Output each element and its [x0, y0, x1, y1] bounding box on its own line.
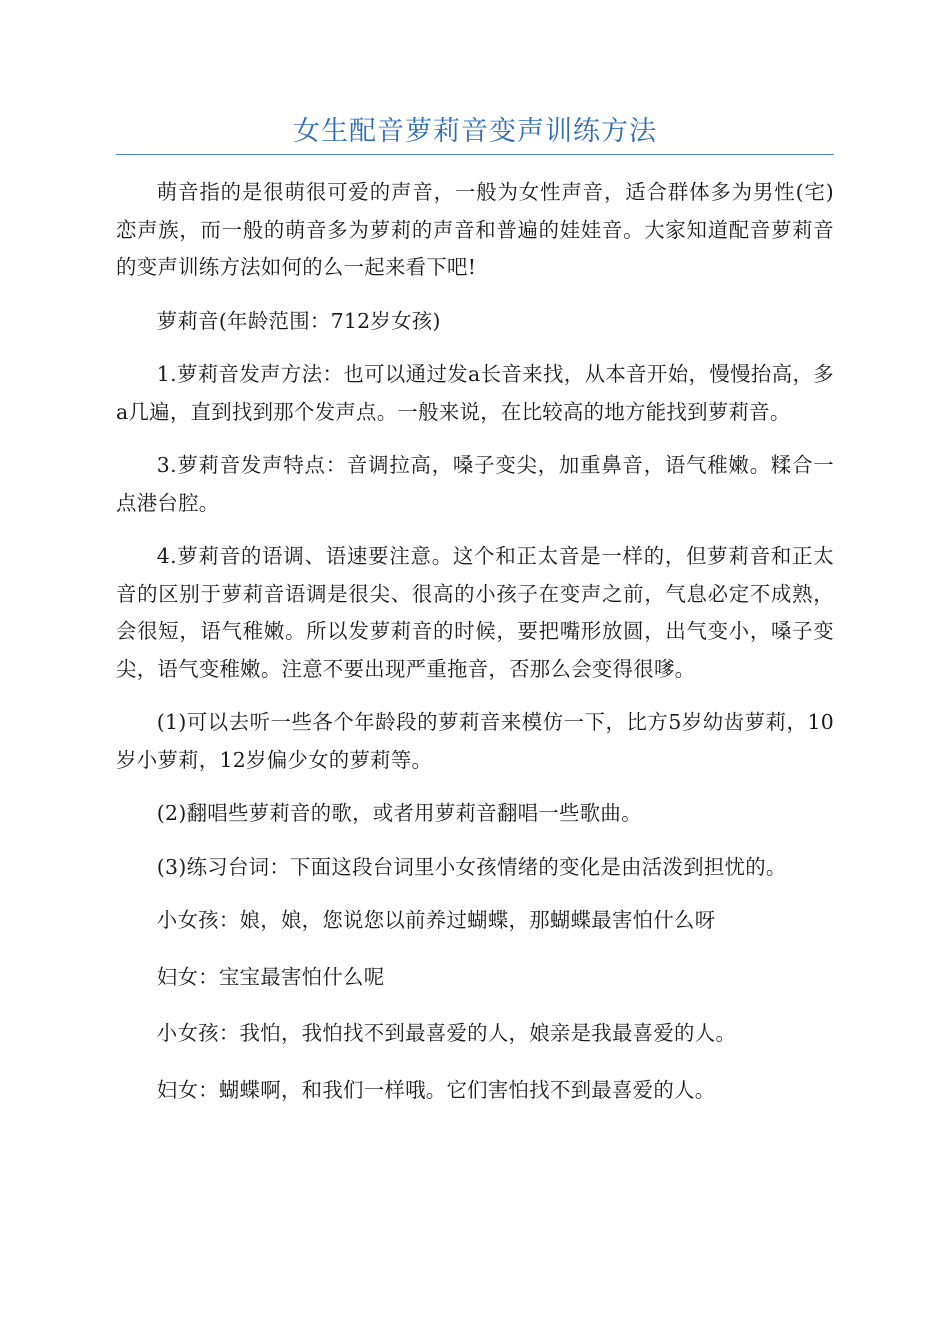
title-underline [116, 154, 834, 155]
paragraph-tip-2: (2)翻唱些萝莉音的歌，或者用萝莉音翻唱一些歌曲。 [156, 801, 642, 825]
dialogue-line: 妇女：蝴蝶啊，和我们一样哦。它们害怕找不到最喜爱的人。 [156, 1077, 716, 1102]
paragraph-method-1: 1.萝莉音发声方法：也可以通过发a长音来找，从本音开始，慢慢抬高，多a几遍，直到找到那个发声点。一般来说，在比较高的地方能找到萝莉音。 [116, 362, 834, 424]
document-body [116, 174, 834, 1128]
paragraph-intro: 萌音指的是很萌很可爱的声音，一般为女性声音，适合群体多为男性(宅)恋声族，而一般的萌音多为萝莉的声音和普遍的娃娃音。大家知道配音萝莉音的变声训练方法如何的么一起来看下吧! [116, 180, 834, 279]
dialogue-line: 妇女：宝宝最害怕什么呢 [156, 964, 385, 989]
document-title: 女生配音萝莉音变声训练方法 [293, 116, 657, 147]
paragraph-age-range: 萝莉音(年龄范围：712岁女孩) [156, 308, 441, 333]
paragraph-tip-1: (1)可以去听一些各个年龄段的萝莉音来模仿一下，比方5岁幼齿萝莉，10岁小萝莉，12岁偏少女的萝莉等。 [116, 710, 834, 772]
paragraph-tip-3: (3)练习台词：下面这段台词里小女孩情绪的变化是由活泼到担忧的。 [156, 854, 787, 879]
paragraph-method-3: 3.萝莉音发声特点：音调拉高，嗓子变尖，加重鼻音，语气稚嫩。糅合一点港台腔。 [116, 453, 834, 515]
dialogue-line: 小女孩：我怕，我怕找不到最喜爱的人，娘亲是我最喜爱的人。 [156, 1021, 737, 1045]
paragraph-method-4: 4.萝莉音的语调、语速要注意。这个和正太音是一样的，但萝莉音和正太音的区别于萝莉音语调是很尖、很高的小孩子在变声之前，气息必定不成熟，会很短，语气稚嫩。所以发萝莉音的时候，要把嘴形放圆，出气变小，嗓子变尖，语气变稚嫩。注意不要出现严重拖音，否那么会变得很嗲。 [116, 544, 834, 681]
dialogue-line: 小女孩：娘，娘，您说您以前养过蝴蝶，那蝴蝶最害怕什么呀 [156, 908, 716, 932]
